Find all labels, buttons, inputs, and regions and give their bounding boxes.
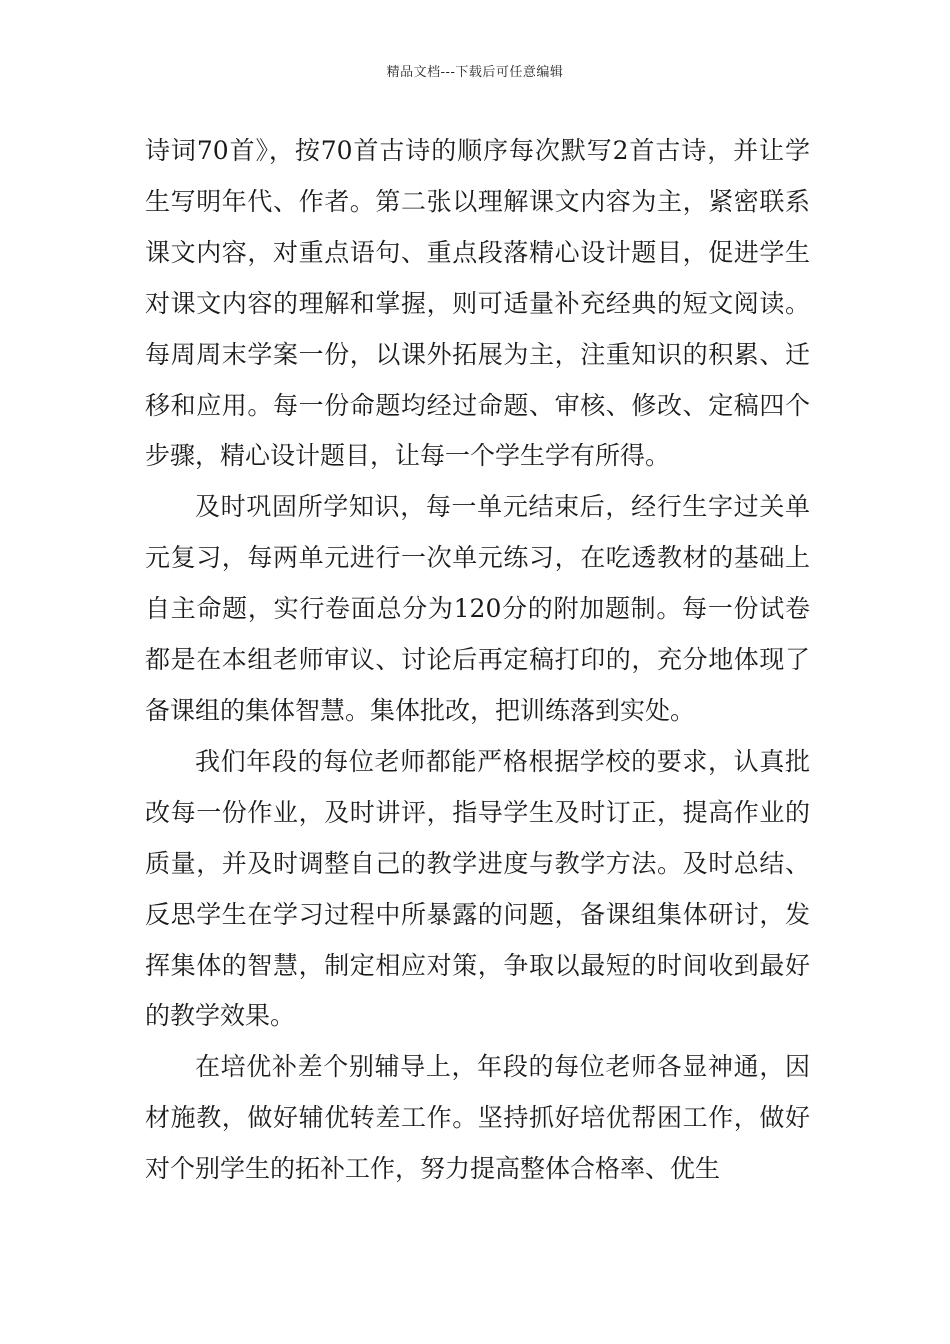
paragraph-unit-review: 及时巩固所学知识，每一单元结束后，经行生字过关单元复习，每两单元进行一次单元练习，在吃透教材的基础上自主命题，实行卷面总分为120分的附加题制。每一份试卷都是在本组老师审议、讨论后再定稿打印的，充分地体现了备课组的集体智慧。集体批改，把训练落到实处。 bbox=[145, 492, 810, 725]
page-header: 精品文档---下载后可任意编辑 bbox=[386, 65, 564, 80]
document-body bbox=[145, 126, 810, 1195]
paragraph-homework-correction: 我们年段的每位老师都能严格根据学校的要求，认真批改每一份作业，及时讲评，指导学生及时订正，提高作业的质量，并及时调整自己的教学进度与教学方法。及时总结、反思学生在学习过程中所暴露的问题，备课组集体研讨，发挥集体的智慧，制定相应对策，争取以最短的时间收到最好的教学效果。 bbox=[145, 746, 810, 1031]
paragraph-dictation-plan: 诗词70首》，按70首古诗的顺序每次默写2首古诗，并让学生写明年代、作者。第二张以理解课文内容为主，紧密联系课文内容，对重点语句、重点段落精心设计题目，促进学生对课文内容的理解和掌握，则可适量补充经典的短文阅读。每周周末学案一份，以课外拓展为主，注重知识的积累、迁移和应用。每一份命题均经过命题、审核、修改、定稿四个步骤，精心设计题目，让每一个学生学有所得。 bbox=[145, 136, 810, 471]
paragraph-tutoring: 在培优补差个别辅导上，年段的每位老师各显神通，因材施教，做好辅优转差工作。坚持抓好培优帮困工作，做好对个别学生的拓补工作，努力提高整体合格率、优生 bbox=[145, 1052, 810, 1184]
